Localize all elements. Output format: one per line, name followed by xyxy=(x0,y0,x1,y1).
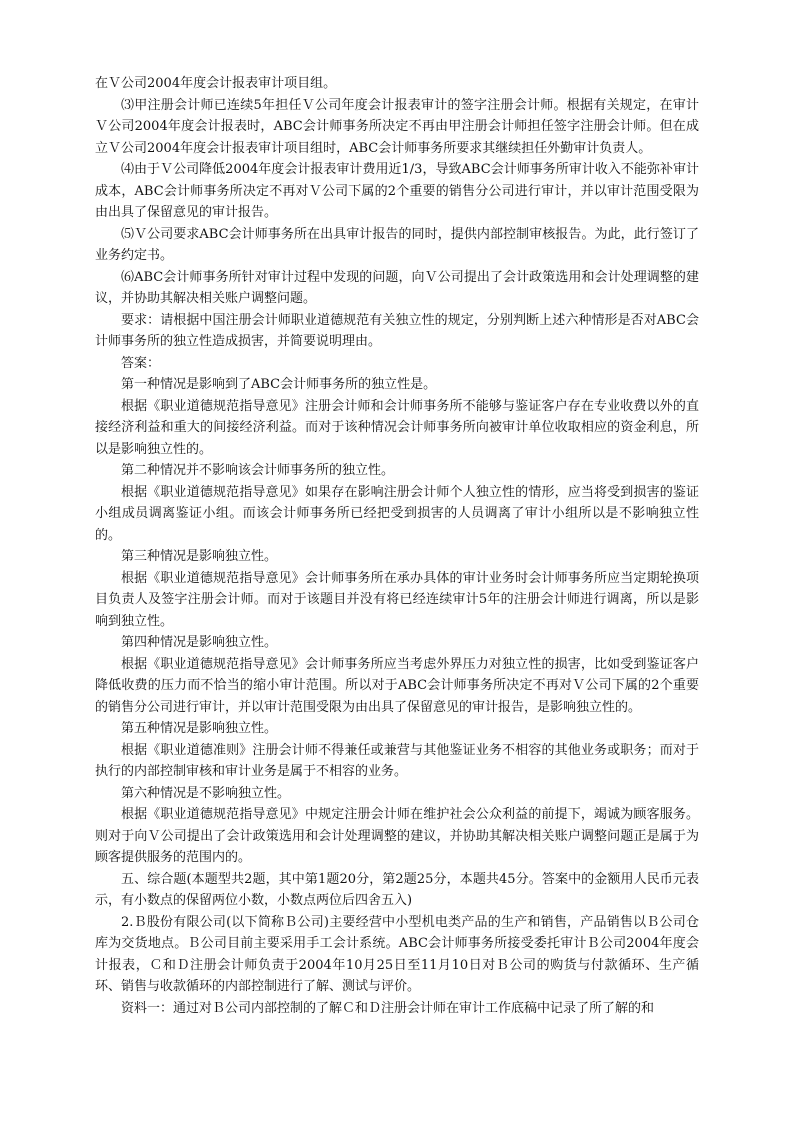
answer-case-2: 第二种情况并不影响该会计师事务所的独立性。 xyxy=(121,463,395,478)
paragraph: ⑷由于Ｖ公司降低2004年度会计报表审计费用近1/3，导致ABC会计师事务所审计收入不能弥补审计成本，ABC会计师事务所决定不再对Ｖ公司下属的2个重要的销售分公司进行审计，并以审计范围受限为由出具了保留意见的审计报告。 xyxy=(95,162,699,220)
paragraph: 根据《职业道德规范指导意见》会计师事务所应当考虑外界压力对独立性的损害，比如受到鉴证客户降低收费的压力而不恰当的缩小审计范围。所以对于ABC会计师事务所决定不再对Ｖ公司下属的2个重要的销售分公司进行审计，并以审计范围受限为由出具了保留意见的审计报告，是影响独立性的。 xyxy=(95,656,699,715)
answer-case-4: 第四种情况是影响独立性。 xyxy=(121,635,278,650)
paragraph: 2.Ｂ股份有限公司(以下简称Ｂ公司)主要经营中小型机电类产品的生产和销售，产品销售以Ｂ公司仓库为交货地点。Ｂ公司目前主要采用手工会计系统。ABC会计师事务所接受委托审计Ｂ公司2004年度会计报表，Ｃ和Ｄ注册会计师负责于2004年10月25日至11月10日对Ｂ公司的购货与付款循环、生产循环、销售与收款循环的内部控制进行了解、测试与评价。 xyxy=(95,914,699,994)
document-body xyxy=(95,73,699,1019)
section-heading: 五、综合题(本题型共2题，其中第1题20分，第2题25分，本题共45分。答案中的金额用人民币元表示，有小数点的保留两位小数，小数点两位后四舍五入) xyxy=(95,871,699,908)
answer-heading: 答案： xyxy=(121,355,161,371)
paragraph: 在Ｖ公司2004年度会计报表审计项目组。 xyxy=(95,76,337,91)
paragraph: 根据《职业道德准则》注册会计师不得兼任或兼营与其他鉴证业务不相容的其他业务或职务；而对于执行的内部控制审核和审计业务是属于不相容的业务。 xyxy=(95,742,699,779)
paragraph: 根据《职业道德规范指导意见》会计师事务所在承办具体的审计业务时会计师事务所应当定期轮换项目负责人及签字注册会计师。而对于该题目并没有将已经连续审计5年的注册会计师进行调离，所以是影响到独立性。 xyxy=(95,570,699,629)
paragraph: ⑹ABC会计师事务所针对审计过程中发现的问题，向Ｖ公司提出了会计政策选用和会计处理调整的建议，并协助其解决相关账户调整问题。 xyxy=(95,269,699,306)
paragraph: ⑶甲注册会计师已连续5年担任Ｖ公司年度会计报表审计的签字注册会计师。根据有关规定，在审计Ｖ公司2004年度会计报表时，ABC会计师事务所决定不再由甲注册会计师担任签字注册会计师。但在成立Ｖ公司2004年度会计报表审计项目组时，ABC会计师事务所要求其继续担任外勤审计负责人。 xyxy=(95,97,699,156)
paragraph: 资料一：通过对Ｂ公司内部控制的了解Ｃ和Ｄ注册会计师在审计工作底稿中记录了所了解的和 xyxy=(121,1000,655,1016)
paragraph: 根据《职业道德规范指导意见》注册会计师和会计师事务所不能够与鉴证客户存在专业收费以外的直接经济利益和重大的间接经济利益。而对于该种情况会计师事务所向被审计单位收取相应的资金利息，所以是影响独立性的。 xyxy=(95,398,699,457)
paragraph: 根据《职业道德规范指导意见》中规定注册会计师在维护社会公众利益的前提下，竭诚为顾客服务。则对于向Ｖ公司提出了会计政策选用和会计处理调整的建议，并协助其解决相关账户调整问题正是属于为顾客提供服务的范围内的。 xyxy=(95,807,699,865)
answer-case-6: 第六种情况是不影响独立性。 xyxy=(121,785,291,801)
paragraph: ⑸Ｖ公司要求ABC会计师事务所在出具审计报告的同时，提供内部控制审核报告。为此，此行签订了业务约定书。 xyxy=(95,226,699,263)
answer-case-3: 第三种情况是影响独立性。 xyxy=(121,549,278,564)
answer-case-5: 第五种情况是影响独立性。 xyxy=(121,721,278,736)
requirement-paragraph: 要求：请根据中国注册会计师职业道德规范有关独立性的规定，分别判断上述六种情形是否对ABC会计师事务所的独立性造成损害，并简要说明理由。 xyxy=(95,312,699,349)
answer-case-1: 第一种情况是影响到了ABC会计师事务所的独立性是。 xyxy=(121,377,437,392)
paragraph: 根据《职业道德规范指导意见》如果存在影响注册会计师个人独立性的情形，应当将受到损害的鉴证小组成员调离鉴证小组。而该会计师事务所已经把受到损害的人员调离了审计小组所以是不影响独立性的。 xyxy=(95,484,699,543)
